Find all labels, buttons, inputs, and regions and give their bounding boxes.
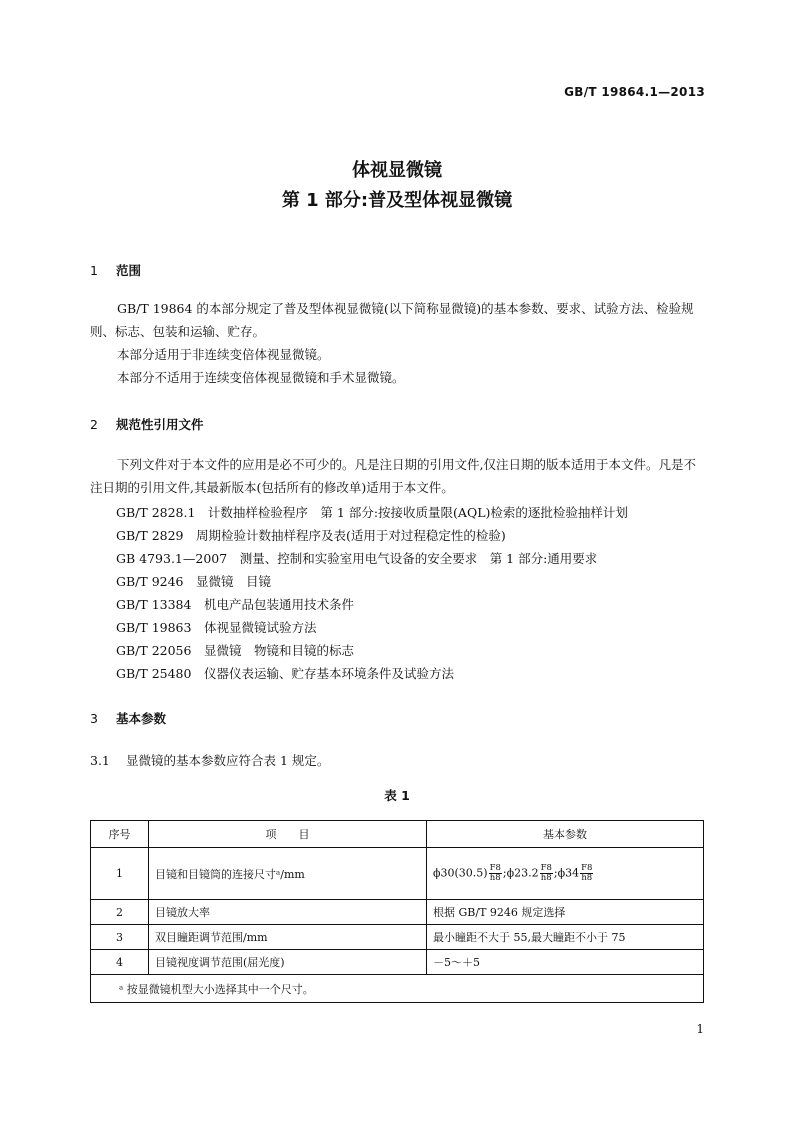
table-title: 表 1 (384, 788, 410, 803)
subsection-text: 显微镜的基本参数应符合表 1 规定。 (126, 753, 330, 768)
section-title: 规范性引用文件 (116, 417, 204, 432)
row-number: 1 (91, 848, 149, 900)
tolerance-fraction: $\frac{F8}{h8}$ (581, 863, 593, 883)
standard-number: GB/T 19864.1—2013 (564, 85, 705, 99)
normative-reference: GB/T 9246 显微镜 目镜 (116, 574, 272, 589)
tolerance-fraction: $\frac{F8}{h8}$ (489, 863, 501, 883)
normative-reference: GB 4793.1—2007 测量、控制和实验室用电气设备的安全要求 第 1 部分:通用要求 (116, 551, 598, 566)
document-title: 体视显微镜 (352, 160, 442, 181)
column-header-item: 项 目 (149, 821, 427, 848)
parameters-table (90, 820, 704, 1003)
tolerance-fraction: $\frac{F8}{h8}$ (540, 863, 552, 883)
table-footnote-row (91, 975, 704, 1003)
document-subtitle: 第 1 部分:普及型体视显微镜 (281, 190, 513, 211)
normative-reference: GB/T 25480 仪器仪表运输、贮存基本环境条件及试验方法 (116, 666, 454, 681)
dimension-text: ;ϕ34 (553, 866, 580, 880)
section-1-paragraph-2: 本部分适用于非连续变倍体视显微镜。 (117, 347, 330, 362)
section-number: 1 (90, 263, 98, 278)
row-number: 3 (91, 925, 149, 950)
section-3-heading (90, 709, 166, 727)
normative-reference: GB/T 13384 机电产品包装通用技术条件 (116, 597, 354, 612)
table-row (91, 848, 704, 900)
dimension-text: ϕ30(30.5) (433, 866, 488, 880)
section-1-paragraph-1: GB/T 19864 的本部分规定了普及型体视显微镜(以下简称显微镜)的基本参数、要求、试验方法、检验规则、标志、包装和运输、贮存。 (90, 301, 694, 339)
subsection-3-1 (90, 751, 329, 769)
section-title: 基本参数 (116, 711, 167, 726)
normative-reference: GB/T 22056 显微镜 物镜和目镜的标志 (116, 643, 354, 658)
normative-reference: GB/T 2828.1 计数抽样检验程序 第 1 部分:按接收质量限(AQL)检索的逐批检验抽样计划 (116, 505, 628, 520)
row-item: 双目瞳距调节范围/mm (149, 925, 427, 950)
section-2-heading (90, 415, 204, 433)
row-parameter: 根据 GB/T 9246 规定选择 (427, 900, 704, 925)
row-item: 目镜和目镜筒的连接尺寸ᵃ/mm (149, 848, 427, 900)
table-row (91, 900, 704, 925)
row-parameter: －5～＋5 (427, 950, 704, 975)
normative-reference: GB/T 2829 周期检验计数抽样程序及表(适用于对过程稳定性的检验) (116, 528, 506, 543)
row-number: 4 (91, 950, 149, 975)
section-number: 2 (90, 417, 98, 432)
subsection-number: 3.1 (90, 753, 110, 768)
normative-reference: GB/T 19863 体视显微镜试验方法 (116, 620, 317, 635)
section-2-intro: 下列文件对于本文件的应用是必不可少的。凡是注日期的引用文件,仅注日期的版本适用于本文件。凡是不注日期的引用文件,其最新版本(包括所有的修改单)适用于本文件。 (90, 457, 696, 495)
page-number: 1 (696, 1022, 704, 1036)
row-number: 2 (91, 900, 149, 925)
table-row (91, 925, 704, 950)
dimension-text: ;ϕ23.2 (502, 866, 539, 880)
section-1-paragraph-3: 本部分不适用于连续变倍体视显微镜和手术显微镜。 (117, 370, 405, 385)
row-item: 目镜视度调节范围(屈光度) (149, 950, 427, 975)
section-number: 3 (90, 711, 98, 726)
row-parameter (427, 848, 704, 900)
table-row (91, 950, 704, 975)
column-header-parameter: 基本参数 (427, 821, 704, 848)
row-item: 目镜放大率 (149, 900, 427, 925)
column-header-no: 序号 (91, 821, 149, 848)
row-parameter: 最小瞳距不大于 55,最大瞳距不小于 75 (427, 925, 704, 950)
table-footnote: ᵃ 按显微镜机型大小选择其中一个尺寸。 (91, 975, 704, 1003)
section-1-heading (90, 261, 141, 279)
section-title: 范围 (116, 263, 142, 278)
table-header-row (91, 821, 704, 848)
